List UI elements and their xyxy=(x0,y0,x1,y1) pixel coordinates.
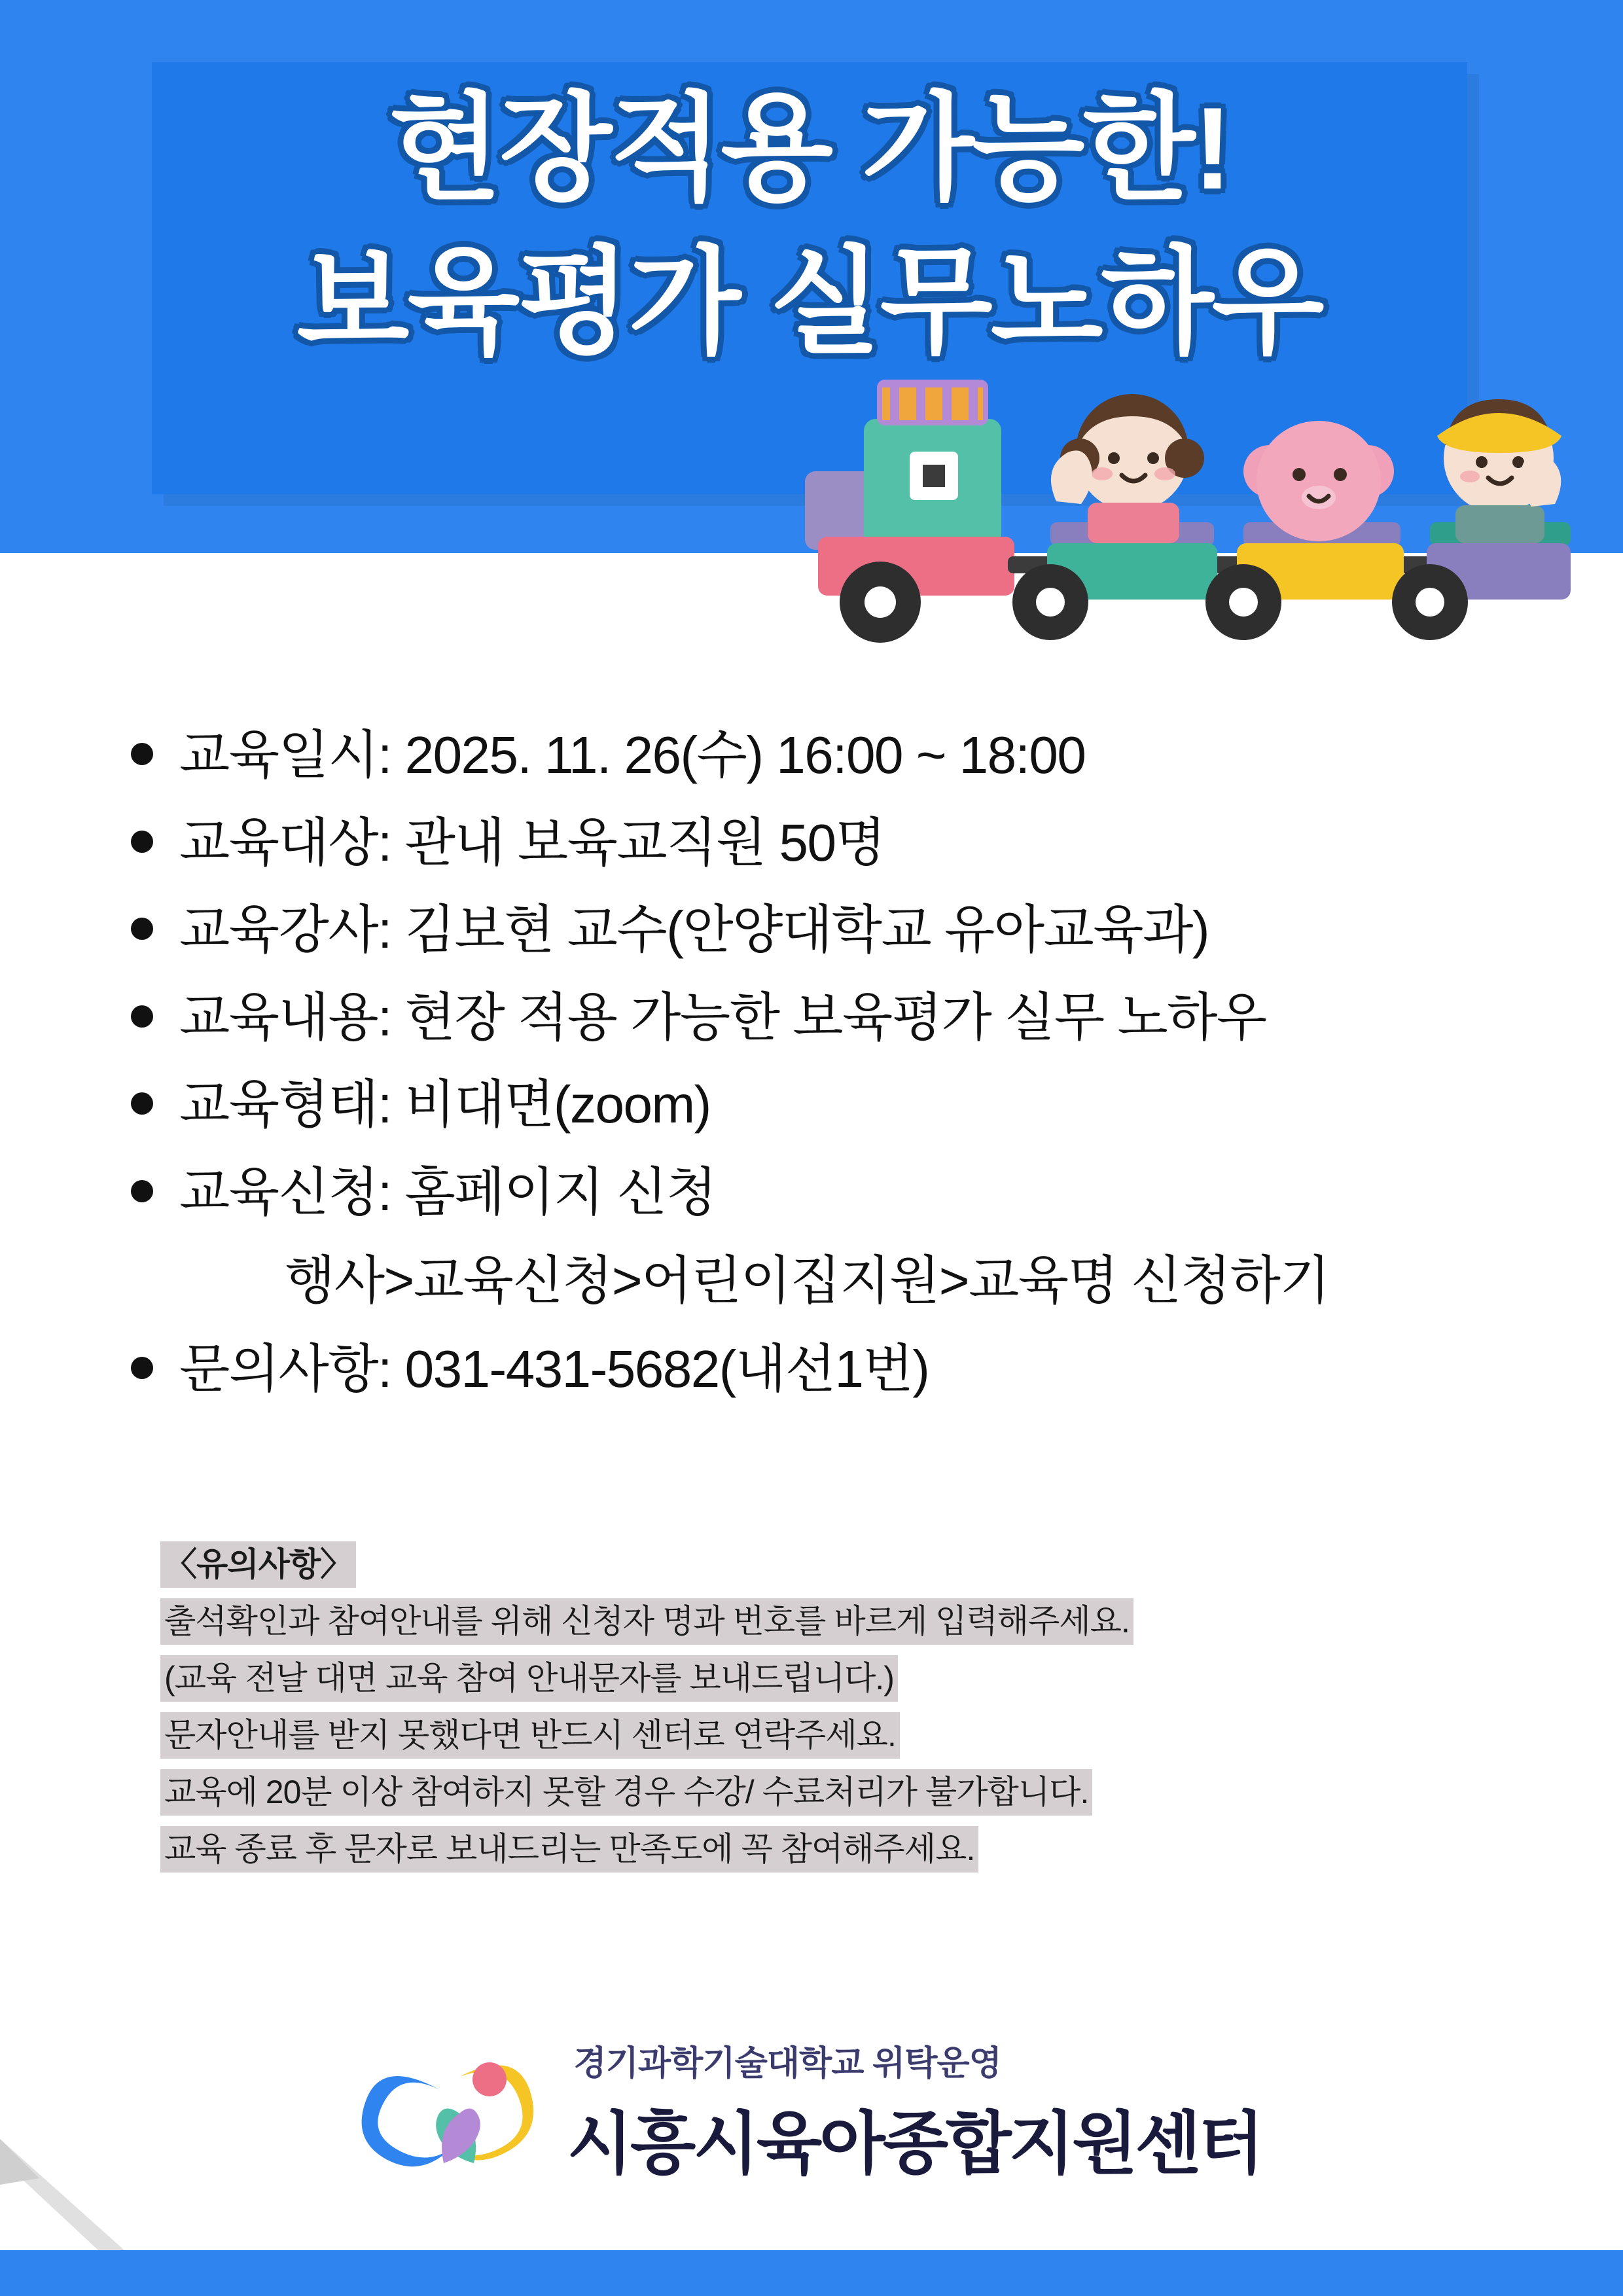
list-item xyxy=(131,723,1538,787)
list-item xyxy=(131,898,1538,962)
title-line-2: 보육평가 실무노하우 xyxy=(296,236,1323,367)
notice-line-3: 문자안내를 받지 못했다면 반드시 센터로 연락주세요. xyxy=(160,1712,900,1759)
bullet-icon xyxy=(131,1180,153,1202)
footer-supertext: 경기과학기술대학교 위탁운영 xyxy=(573,2045,1001,2083)
bullet-icon xyxy=(131,1092,153,1115)
list-item xyxy=(131,811,1538,875)
notice-block xyxy=(160,1541,1404,1883)
list-item xyxy=(131,1337,1538,1401)
footer xyxy=(0,2036,1623,2195)
footer-text xyxy=(567,2036,1261,2195)
bullet-icon xyxy=(131,831,153,853)
bullet-icon xyxy=(131,743,153,765)
notice-line-2: (교육 전날 대면 교육 참여 안내문자를 보내드립니다.) xyxy=(160,1655,898,1702)
info-content: 교육내용: 현장 적용 가능한 보육평가 실무 노하우 xyxy=(179,988,1266,1047)
info-application: 교육신청: 홈페이지 신청 xyxy=(179,1162,716,1221)
list-item xyxy=(131,1160,1538,1225)
info-list xyxy=(131,723,1538,1424)
page-title xyxy=(152,72,1467,380)
list-item xyxy=(131,1073,1538,1137)
notice-line-5: 교육 종료 후 문자로 보내드리는 만족도에 꼭 참여해주세요. xyxy=(160,1826,978,1873)
info-format: 교육형태: 비대면(zoom) xyxy=(179,1075,711,1134)
page-curl-decoration xyxy=(0,2087,164,2250)
bullet-icon xyxy=(131,1357,153,1379)
info-contact: 문의사항: 031-431-5682(내선1번) xyxy=(179,1339,929,1398)
info-datetime: 교육일시: 2025. 11. 26(수) 16:00 ~ 18:00 xyxy=(179,726,1086,784)
notice-line-4: 교육에 20분 이상 참여하지 못할 경우 수강/ 수료처리가 불가합니다. xyxy=(160,1769,1092,1816)
notice-line-1: 출석확인과 참여안내를 위해 신청자 명과 번호를 바르게 입력해주세요. xyxy=(160,1598,1133,1645)
info-application-path: 행사>교육신청>어린이집지원>교육명 신청하기 xyxy=(285,1251,1330,1310)
sc-swirl-logo-icon xyxy=(361,2051,558,2195)
bullet-icon xyxy=(131,918,153,940)
list-item xyxy=(131,986,1538,1050)
notice-title: 〈유의사항〉 xyxy=(160,1541,356,1588)
title-line-1: 현장적용 가능한! xyxy=(389,83,1230,213)
bottom-strip xyxy=(0,2250,1623,2296)
info-instructor: 교육강사: 김보현 교수(안양대학교 유아교육과) xyxy=(179,901,1209,960)
info-audience: 교육대상: 관내 보육교직원 50명 xyxy=(179,813,885,872)
kids-train-illustration xyxy=(792,340,1577,694)
bullet-icon xyxy=(131,1005,153,1028)
footer-org-name: 시흥시육아종합지원센터 xyxy=(567,2106,1262,2182)
